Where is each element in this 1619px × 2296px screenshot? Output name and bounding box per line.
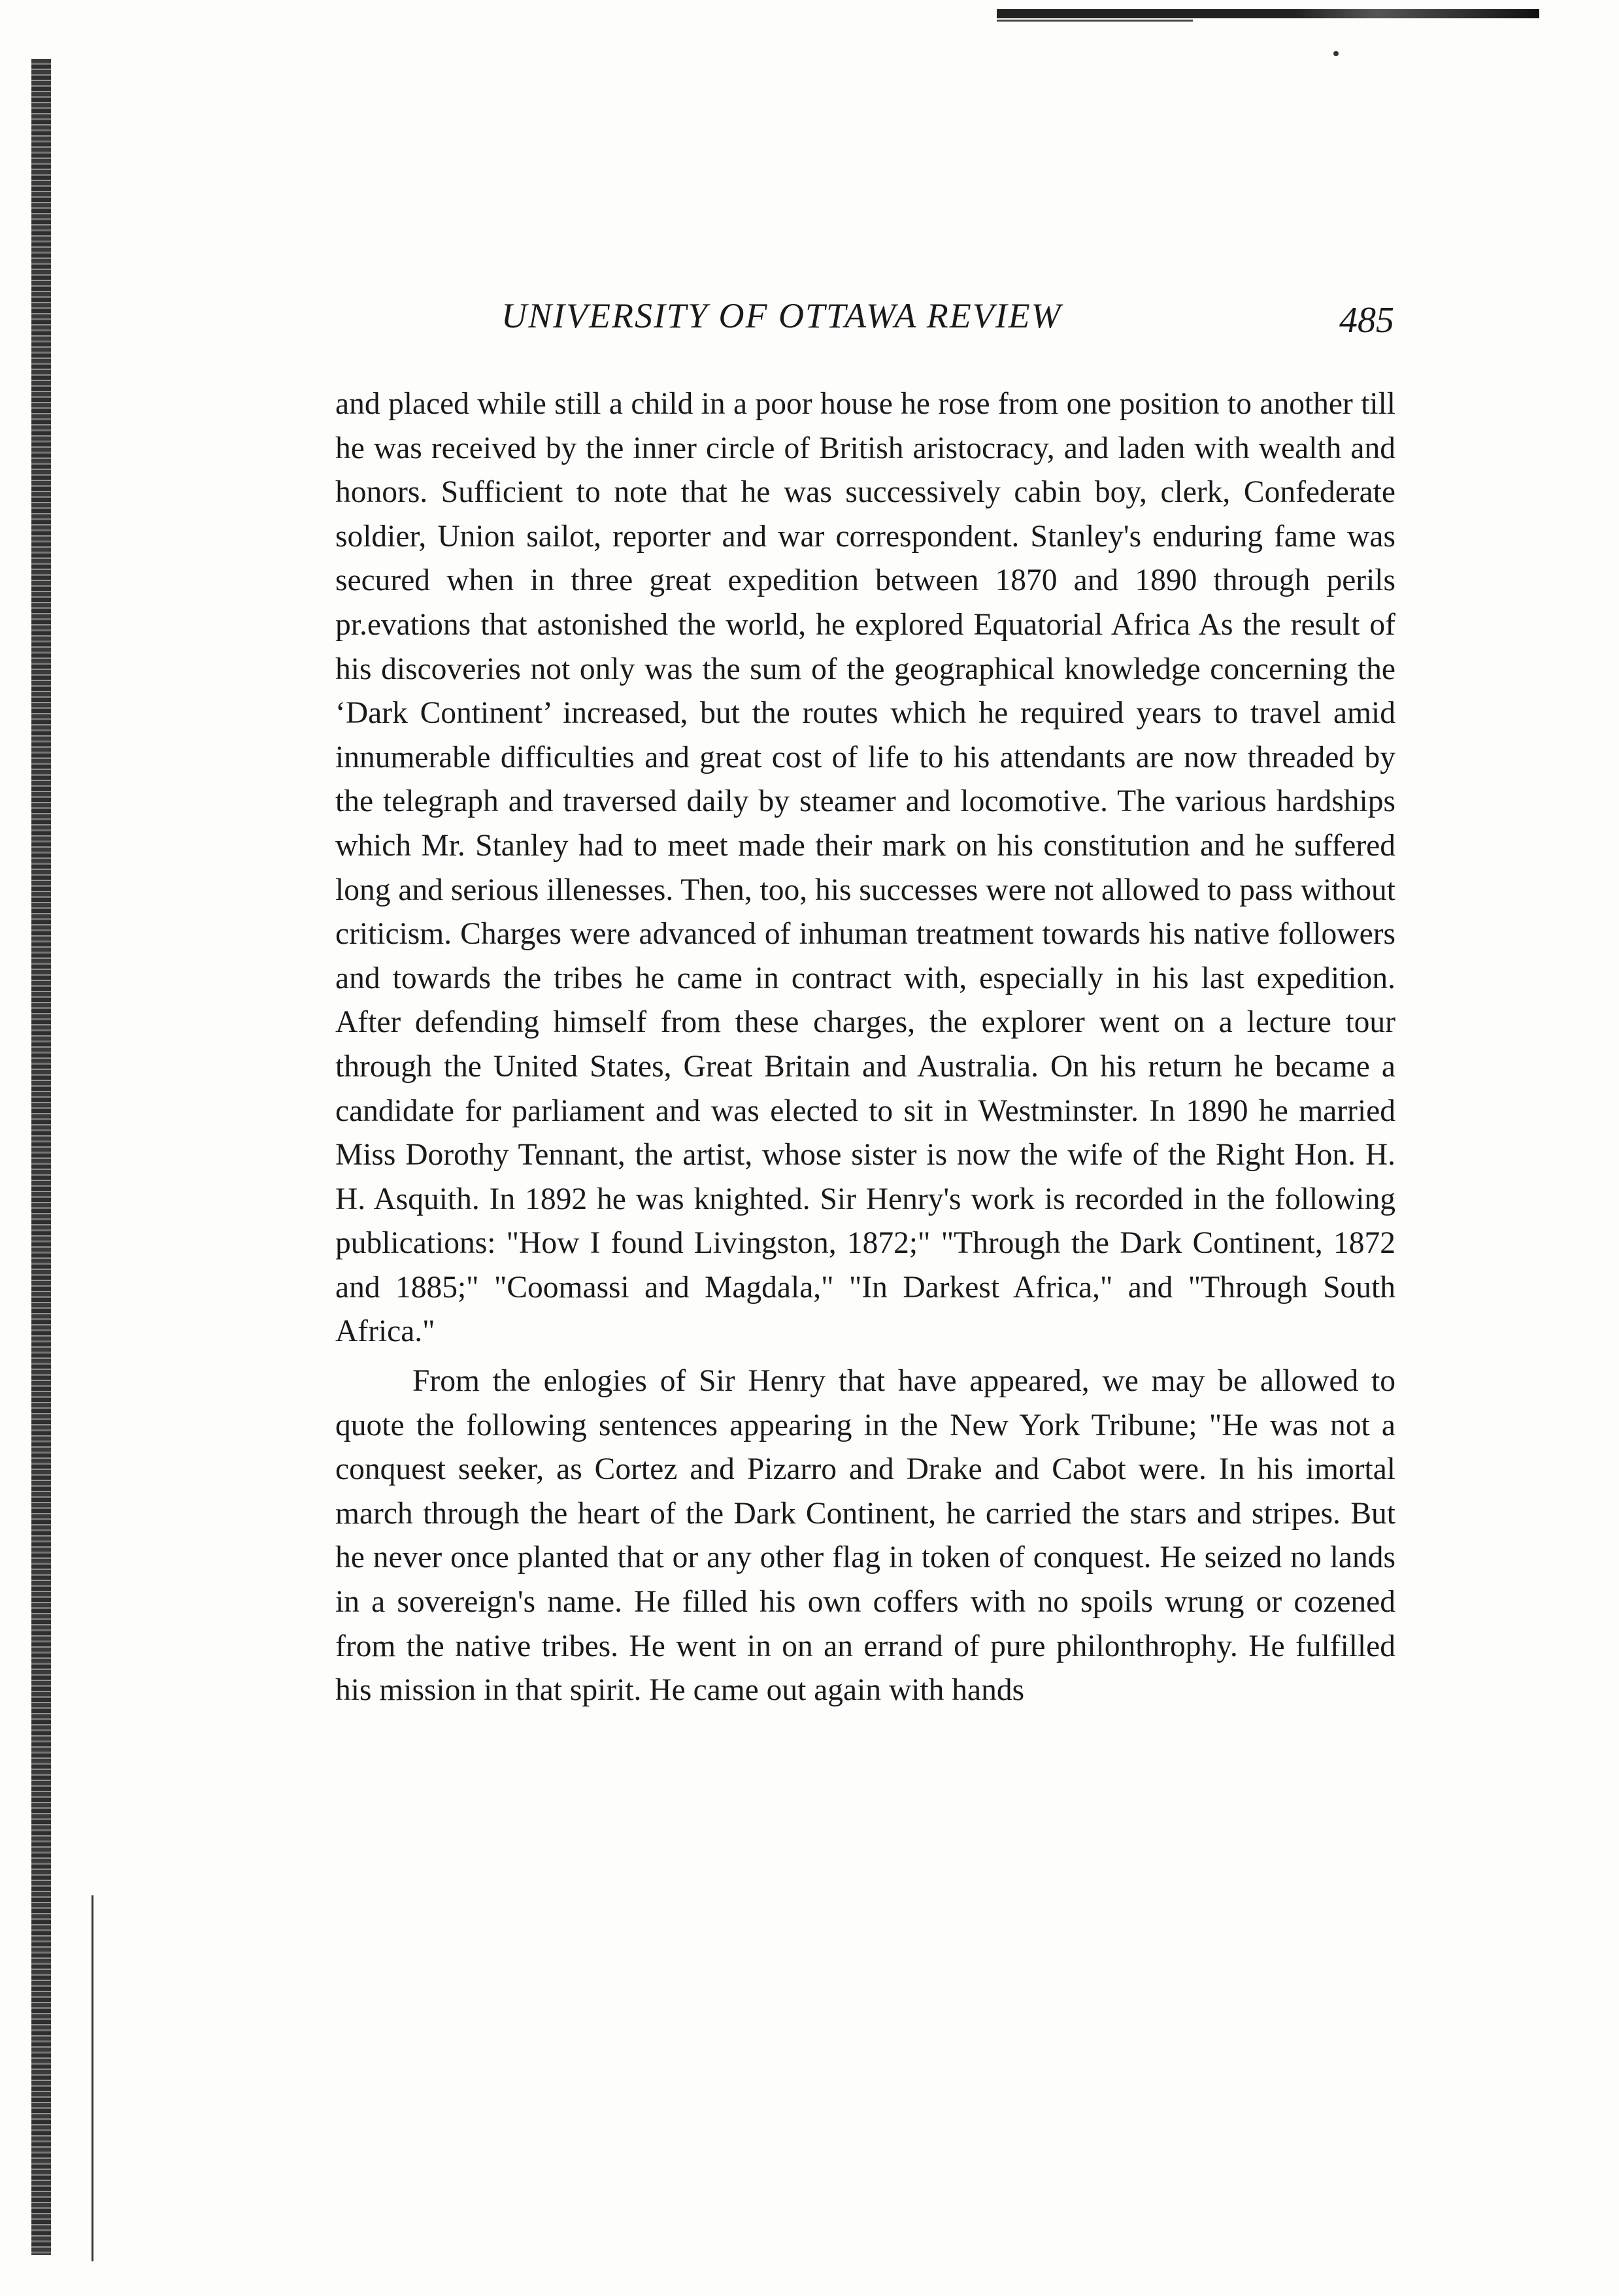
top-scan-rule-thin — [997, 20, 1193, 22]
running-header — [330, 295, 1409, 354]
page-number: 485 — [1339, 300, 1394, 341]
binding-shadow — [31, 59, 51, 2255]
paragraph-2: From the enlogies of Sir Henry that have appeared, we may be allowed to quote the following sentences appearing in the New York Tribune; "He was not a conquest seeker, as Cortez and Pizarro and Drake and Cabot were. In his imortal march through the heart of the Dark Continent, he carried the stars and stripes. But he never once planted that or any other flag in token of conquest. He seized no lands in a sovereign's name. He filled his own coffers with no spoils wrung or cozened from the native tribes. He went in on an errand of pure philonthrophy. He fulfilled his mission in that spirit. He came out again with hands — [335, 1364, 1395, 1708]
top-scan-rule — [997, 9, 1539, 18]
ink-speck — [1333, 51, 1339, 56]
paragraph-1: and placed while still a child in a poor house he rose from one position to another till he was received by the inner circle of British aristocracy, and laden with wealth and honors. Sufficient to note that he was successively cabin boy, clerk, Confederate soldier, Union sailot, reporter and war correspondent. Stanley's enduring fame was secured when in three great expedition between 1870 and 1890 through perils pr.evations that astonished the world, he explored Equatorial Africa As the result of his discoveries not only was the sum of the geographical knowledge concerning the ‘Dark Continent’ increased, but the routes which he required years to travel amid innumerable difficulties and great cost of life to his attendants are now threaded by the telegraph and traversed daily by steamer and locomotive. The various hardships which Mr. Stanley had to meet made their mark on his constitution and he suffered long and serious illenesses. Then, too, his successes were not allowed to pass without criticism. Charges were advanced of inhuman treatment towards his native followers and towards the tribes he came in contract with, especially in his last expedition. After defending himself from these charges, the explorer went on a lecture tour through the United States, Great Britain and Australia. On his return he became a candidate for parliament and was elected to sit in Westminster. In 1890 he married Miss Dorothy Tennant, the artist, whose sister is now the wife of the Right Hon. H. H. Asquith. In 1892 he was knighted. Sir Henry's work is recorded in the following publications: "How I found Livingston, 1872;" "Through the Dark Continent, 1872 and 1885;" "Coomassi and Magdala," "In Darkest Africa," and "Through South Africa." — [335, 387, 1395, 1349]
running-title: UNIVERSITY OF OTTAWA REVIEW — [501, 296, 1062, 335]
body-text — [335, 382, 1395, 1713]
binding-edge-line — [92, 1895, 93, 2261]
